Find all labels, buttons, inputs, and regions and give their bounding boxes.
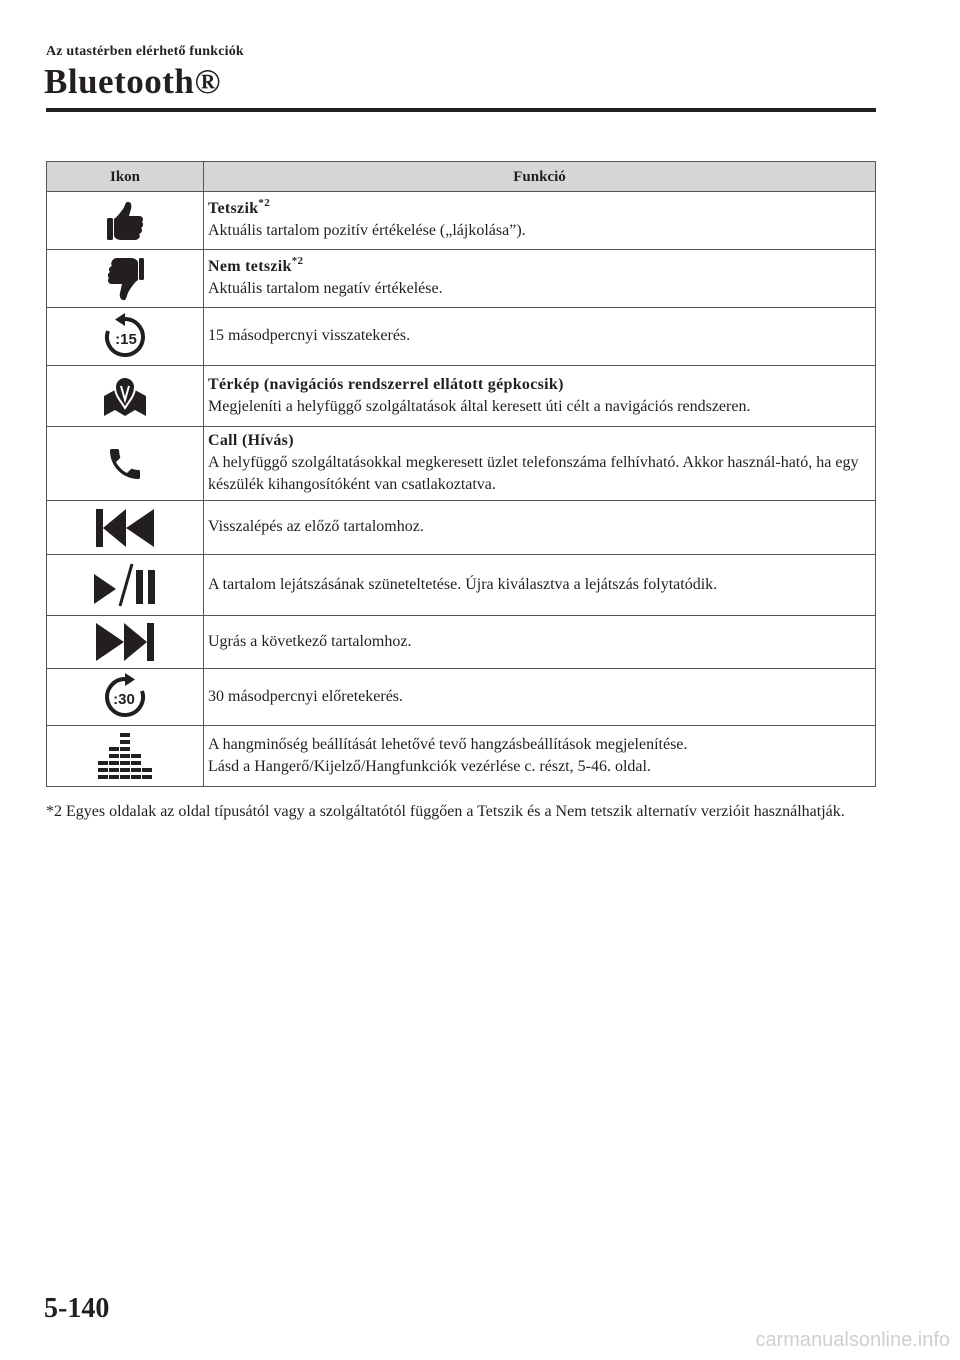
function-description: 15 másodpercnyi visszatekerés. <box>208 327 411 344</box>
table-row <box>47 669 876 726</box>
function-description: Aktuális tartalom pozitív értékelése („lájkolása”). <box>208 222 526 239</box>
table-row <box>47 427 876 501</box>
table-header-row <box>47 162 876 192</box>
function-title: Tetszik <box>208 200 259 217</box>
footnote: *2 Egyes oldalak az oldal típusától vagy a szolgáltatótól függően a Tetszik és a Nem tetszik alternatív verzióit használhatják. <box>46 803 845 820</box>
footnote-mark: *2 <box>258 196 271 209</box>
column-header-function: Funkció <box>204 162 876 192</box>
icon-cell <box>47 250 204 308</box>
column-header-icon: Ikon <box>47 162 204 192</box>
icon-cell <box>47 308 204 366</box>
table-row <box>47 308 876 366</box>
skip-previous-icon <box>94 507 156 549</box>
map-pin-icon <box>102 374 148 418</box>
icon-cell <box>47 616 204 669</box>
function-cell <box>204 616 876 669</box>
function-cell <box>204 308 876 366</box>
function-description-reference: Lásd a Hangerő/Kijelző/Hangfunkciók vezérlése c. részt, 5-46. oldal. <box>208 757 651 775</box>
function-description: Aktuális tartalom negatív értékelése. <box>208 280 443 297</box>
table-row <box>47 366 876 427</box>
function-title: Térkép (navigációs rendszerrel ellátott gépkocsik) <box>208 375 564 393</box>
icon-cell <box>47 669 204 726</box>
rewind-15-label: :15 <box>115 330 137 348</box>
watermark: carmanualsonline.info <box>755 1329 950 1351</box>
function-description: Megjeleníti a helyfüggő szolgáltatások által keresett úti célt a navigációs rendszeren. <box>208 397 751 415</box>
thumbs-up-icon <box>105 200 145 242</box>
function-cell <box>204 250 876 308</box>
icon-cell <box>47 501 204 555</box>
forward-30-icon <box>101 673 149 721</box>
page-number: 5-140 <box>44 1293 110 1324</box>
icon-cell <box>47 366 204 427</box>
title-divider <box>46 108 876 112</box>
function-cell <box>204 192 876 250</box>
function-title: Nem tetszik <box>208 258 292 275</box>
function-table <box>46 161 876 787</box>
function-title: Call (Hívás) <box>208 432 294 449</box>
function-cell <box>204 726 876 787</box>
function-description: A helyfüggő szolgáltatásokkal megkeresett üzlet telefonszáma felhívható. Akkor használ-ható, ha egy készülék kihangosítóként van csatlakoztatva. <box>208 454 859 493</box>
icon-cell <box>47 192 204 250</box>
icon-cell <box>47 555 204 616</box>
table-row <box>47 555 876 616</box>
rewind-15-icon <box>101 313 149 361</box>
play-pause-icon <box>92 562 158 608</box>
equalizer-icon <box>97 731 153 781</box>
function-cell <box>204 366 876 427</box>
table-row <box>47 726 876 787</box>
table-row <box>47 250 876 308</box>
thumbs-down-icon <box>105 256 145 302</box>
footnote-mark: *2 <box>291 254 304 267</box>
table-row <box>47 192 876 250</box>
section-label: Az utastérben elérhető funkciók <box>46 44 244 59</box>
function-cell <box>204 555 876 616</box>
phone-icon <box>105 444 145 484</box>
function-description: Visszalépés az előző tartalomhoz. <box>208 518 424 535</box>
skip-next-icon <box>94 621 156 663</box>
function-cell <box>204 427 876 501</box>
icon-cell <box>47 726 204 787</box>
function-description: A hangminőség beállítását lehetővé tevő hangzásbeállítások megjelenítése. <box>208 735 688 753</box>
function-cell <box>204 501 876 555</box>
table-row <box>47 501 876 555</box>
forward-30-label: :30 <box>113 691 135 708</box>
function-description: Ugrás a következő tartalomhoz. <box>208 632 412 650</box>
table-row <box>47 616 876 669</box>
function-cell <box>204 669 876 726</box>
function-description: A tartalom lejátszásának szüneteltetése. Újra kiválasztva a lejátszás folytatódik. <box>208 575 718 593</box>
icon-cell <box>47 427 204 501</box>
function-description: 30 másodpercnyi előretekerés. <box>208 687 404 705</box>
page-title: Bluetooth® <box>44 62 221 101</box>
